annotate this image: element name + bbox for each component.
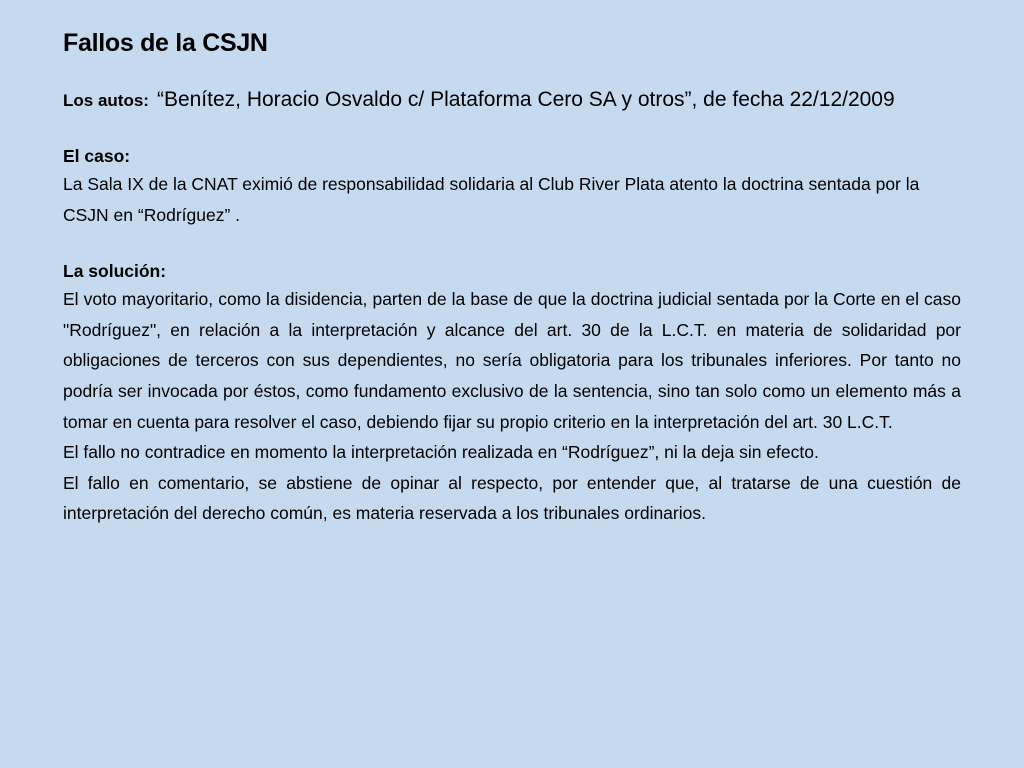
- solucion-paragraph: El fallo no contradice en momento la interpretación realizada en “Rodríguez”, ni la deja sin efecto.: [63, 442, 819, 463]
- solucion-paragraph: El voto mayoritario, como la disidencia, parten de la base de que la doctrina judicial sentada por la Corte en el caso "Rodríguez", en relación a la interpretación y alcance del art. 30 de la L.C.T. en materia de solidaridad por obligaciones de terceros con sus dependientes, no sería obligatoria para los tribunales inferiores. Por tanto no podría ser invocada por éstos, como fundamento exclusivo de la sentencia, sino tan solo como un elemento más a tomar en cuenta para resolver el caso, debiendo fijar su propio criterio en la interpretación del art. 30 L.C.T.: [63, 289, 961, 432]
- caso-heading: El caso:: [63, 146, 131, 166]
- solucion-paragraph: El fallo en comentario, se abstiene de opinar al respecto, por entender que, al tratarse de una cuestión de interpretación del derecho común, es materia reservada a los tribunales ordinarios.: [63, 472, 961, 524]
- caso-section: [63, 143, 961, 230]
- section-spacer: [63, 230, 961, 258]
- autos-text: “Benítez, Horacio Osvaldo c/ Plataforma Cero SA y otros”, de fecha 22/12/2009: [156, 88, 895, 111]
- autos-block: [63, 84, 961, 117]
- slide-title: Fallos de la CSJN: [63, 29, 268, 57]
- autos-label: Los autos:: [63, 91, 149, 110]
- caso-text: La Sala IX de la CNAT eximió de responsabilidad solidaria al Club River Plata atento la doctrina sentada por la CSJN en “Rodríguez” .: [63, 174, 920, 225]
- solucion-heading: La solución:: [63, 261, 167, 282]
- slide-content: [63, 26, 961, 529]
- solucion-section: [63, 258, 961, 529]
